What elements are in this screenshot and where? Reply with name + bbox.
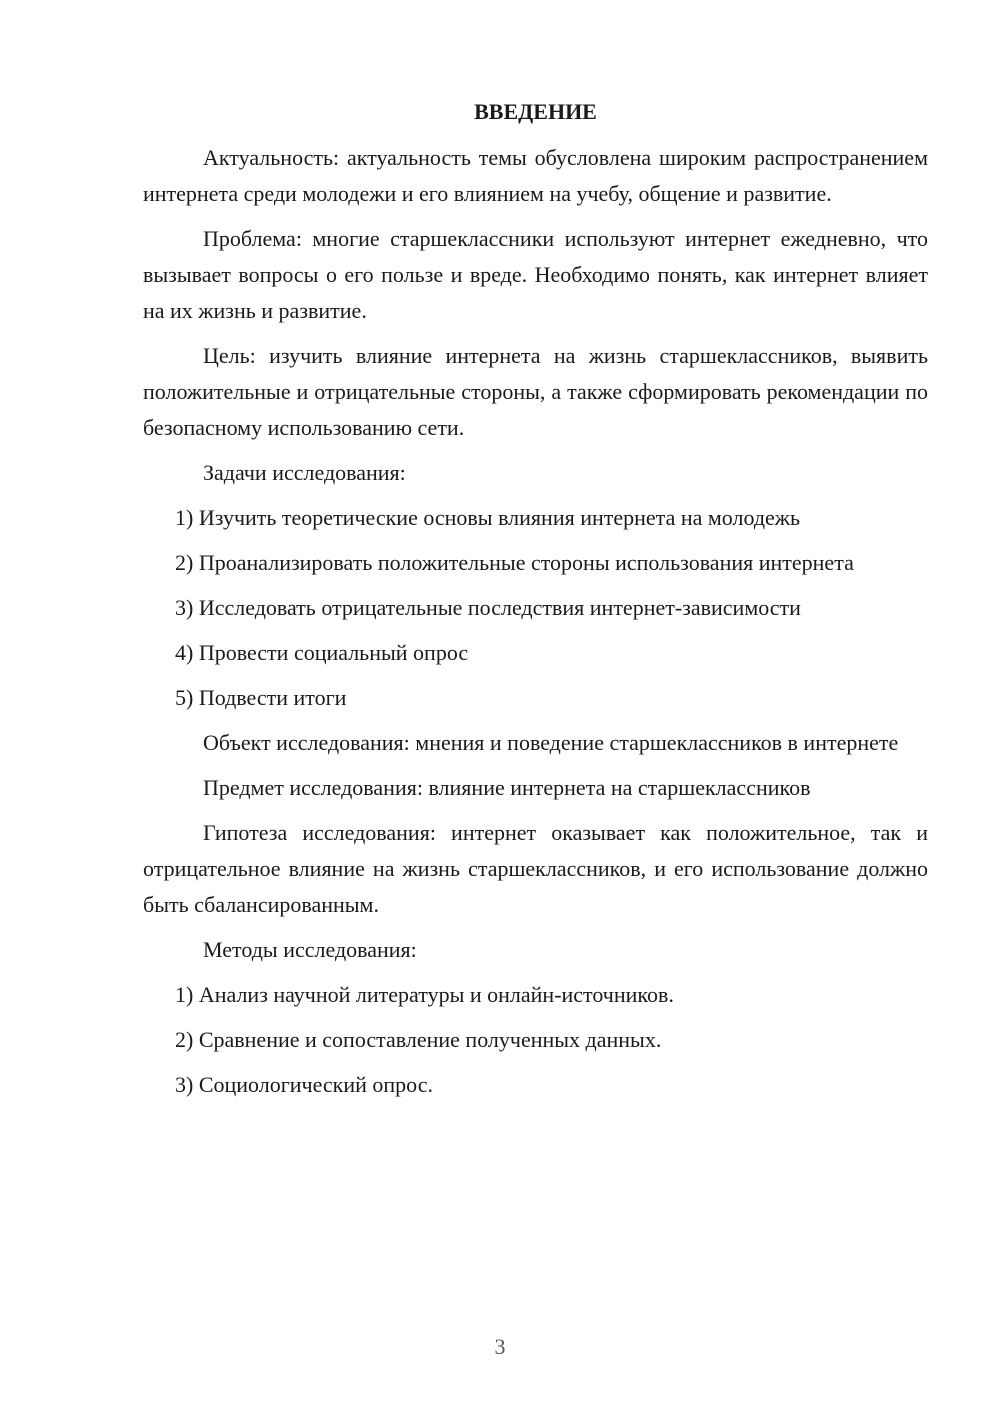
task-item: 3) Исследовать отрицательные последствия интернет-зависимости <box>175 595 801 620</box>
relevance-paragraph: Актуальность: актуальность темы обусловлена широким распространением интернета среди молодежи и его влиянием на учебу, общение и развитие. <box>143 145 928 206</box>
method-item: 3) Социологический опрос. <box>175 1072 433 1097</box>
page-number: 3 <box>494 1334 506 1359</box>
subject-paragraph: Предмет исследования: влияние интернета на старшеклассников <box>203 775 811 800</box>
method-item: 1) Анализ научной литературы и онлайн-источников. <box>175 982 674 1007</box>
page-content <box>143 94 928 1112</box>
task-item: 2) Проанализировать положительные стороны использования интернета <box>175 550 854 575</box>
section-heading: ВВЕДЕНИЕ <box>474 99 597 124</box>
task-item: 1) Изучить теоретические основы влияния интернета на молодежь <box>175 505 801 530</box>
hypothesis-paragraph: Гипотеза исследования: интернет оказывает как положительное, так и отрицательное влияние на жизнь старшеклассников, и его использование должно быть сбалансированным. <box>143 820 928 917</box>
task-item: 4) Провести социальный опрос <box>175 640 469 665</box>
problem-paragraph: Проблема: многие старшеклассники используют интернет ежедневно, что вызывает вопросы о его пользе и вреде. Необходимо понять, как интернет влияет на их жизнь и развитие. <box>143 226 928 323</box>
task-item: 5) Подвести итоги <box>175 685 347 710</box>
object-paragraph: Объект исследования: мнения и поведение старшеклассников в интернете <box>203 730 899 755</box>
tasks-title: Задачи исследования: <box>203 460 406 485</box>
method-item: 2) Сравнение и сопоставление полученных данных. <box>175 1027 662 1052</box>
goal-paragraph: Цель: изучить влияние интернета на жизнь старшеклассников, выявить положительные и отрицательные стороны, а также сформировать рекомендации по безопасному использованию сети. <box>143 343 928 440</box>
methods-title: Методы исследования: <box>203 937 417 962</box>
